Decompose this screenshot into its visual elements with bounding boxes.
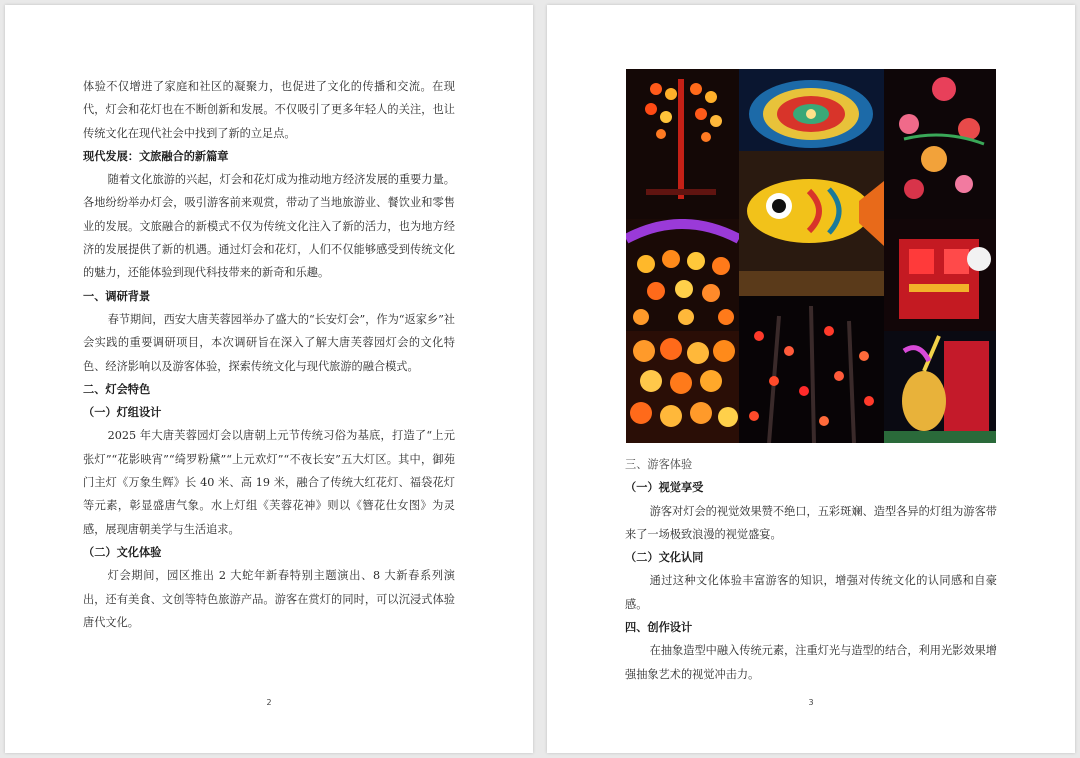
page-body xyxy=(625,453,997,686)
lantern-photo-pipa-figure xyxy=(884,331,996,443)
paragraph: 灯会期间，园区推出 2 大蛇年新春特别主题演出、8 大新春系列演出，还有美食、文创等特色旅游产品。游客在赏灯的同时，可以沉浸式体验唐代文化。 xyxy=(83,569,455,629)
document-page-left xyxy=(5,5,533,753)
paragraph: 游客对灯会的视觉效果赞不绝口，五彩斑斓、造型各异的灯组为游客带来了一场极致浪漫的视觉盛宴。 xyxy=(625,504,997,541)
page-body xyxy=(83,75,455,634)
lantern-photo-red-lanterns xyxy=(626,219,739,331)
lantern-photo-flowers xyxy=(884,69,996,219)
lantern-photo-peacock xyxy=(739,69,884,151)
subsection-heading: （一）灯组设计 xyxy=(83,405,162,420)
lantern-photo-red-building xyxy=(884,219,996,331)
paragraph: 春节期间，西安大唐芙蓉园举办了盛大的“长安灯会”，作为“返家乡”社会实践的重要调研项目，本次调研旨在深入了解大唐芙蓉园灯会的文化特色、经济影响以及游客体验，探索传统文化与现代旅游的融合模式。 xyxy=(83,312,455,373)
paragraph: 体验不仅增进了家庭和社区的凝聚力，也促进了文化的传播和交流。在现代，灯会和花灯也在不断创新和发展。不仅吸引了更多年轻人的关注，也让传统文化在现代社会中找到了新的立足点。 xyxy=(83,80,455,140)
section-heading: 一、调研背景 xyxy=(83,288,151,303)
paragraph: 随着文化旅游的兴起，灯会和花灯成为推动地方经济发展的重要力量。各地纷纷举办灯会，吸引游客前来观赏，带动了当地旅游业、餐饮业和零售业的发展。文旅融合的新模式不仅为传统文化注入了新的活力，也为地方经济的发展提供了新的机遇。通过灯会和花灯，人们不仅能够感受到传统文化的魅力，还能体验到现代科技带来的新奇和乐趣。 xyxy=(83,173,455,280)
paragraph: 在抽象造型中融入传统元素，注重灯光与造型的结合，利用光影效果增强抽象艺术的视觉冲击力。 xyxy=(625,644,997,681)
lantern-photo-lantern-wall xyxy=(626,331,739,443)
paragraph: 通过这种文化体验丰富游客的知识，增强对传统文化的认同感和自豪感。 xyxy=(625,574,997,611)
page-number: 2 xyxy=(266,698,272,707)
section-heading: 四、创作设计 xyxy=(625,620,693,635)
subsection-heading: （一）视觉享受 xyxy=(625,480,704,495)
lantern-photo-night-trees xyxy=(739,296,884,443)
section-heading: 现代发展：文旅融合的新篇章 xyxy=(83,148,229,163)
lantern-photo-collage xyxy=(626,69,996,443)
page-number: 3 xyxy=(808,698,814,707)
subsection-heading: （二）文化体验 xyxy=(83,544,162,559)
paragraph: 2025 年大唐芙蓉园灯会以唐朝上元节传统习俗为基底，打造了“上元张灯”“花影映宵”“绮罗粉黛”“上元欢灯”“不夜长安”五大灯区。其中，御苑门主灯《万象生辉》长 40 米、高 19 米，融合了传统大红花灯、福袋花灯等元素，彰显盛唐气象。水上灯组《芙蓉花神》则以《簪花仕女图》为灵感，展现唐朝美学与生活追求。 xyxy=(83,429,455,536)
section-heading: 三、游客体验 xyxy=(625,458,693,471)
subsection-heading: （二）文化认同 xyxy=(625,550,704,565)
lantern-photo-koi-fish xyxy=(739,151,884,296)
document-page-right xyxy=(547,5,1075,753)
lantern-photo-red-tree xyxy=(626,69,739,219)
section-heading: 二、灯会特色 xyxy=(83,381,151,396)
